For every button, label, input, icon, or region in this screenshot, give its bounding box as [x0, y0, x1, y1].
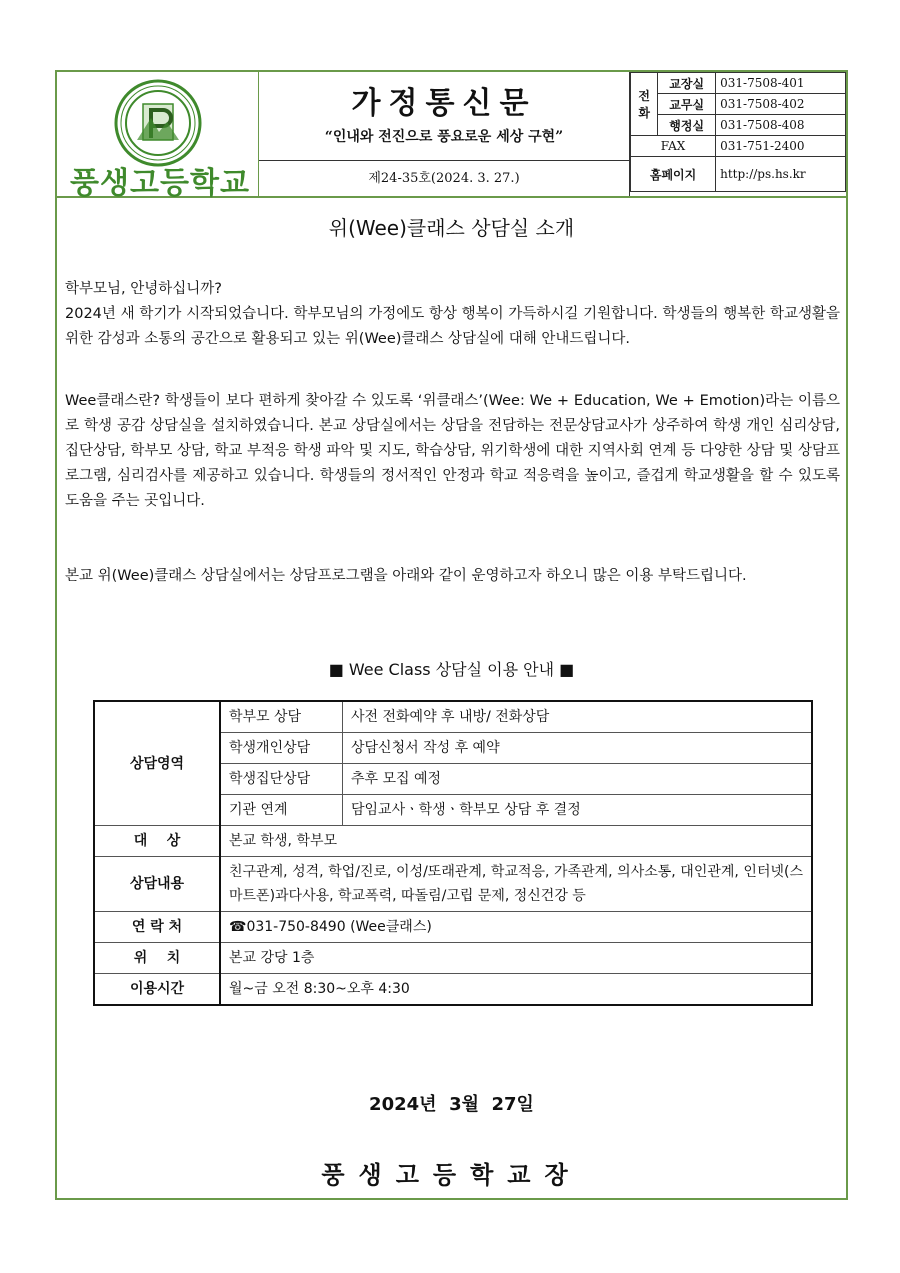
paragraph: 본교 위(Wee)클래스 상담실에서는 상담프로그램을 아래와 같이 운영하고자 하오니 많은 이용 부탁드립니다.	[65, 568, 747, 584]
issue-date: 2024년 3월 27일	[369, 1094, 534, 1115]
school-emblem-icon	[113, 78, 203, 168]
contact-label: 홈페이지	[631, 157, 716, 192]
document-title: 가정통신문	[351, 86, 537, 121]
paragraph: 2024년 새 학기가 시작되었습니다. 학부모님의 가정에도 항상 행복이 가득하시길 기원합니다. 학생들의 행복한 학교생활을 위한 감성과 소통의 공간으로 활용되고 있는 위(Wee)클래스 상담실에 대해 안내드립니다.	[65, 306, 840, 347]
info-table	[93, 700, 813, 1006]
school-name-logo: 풍생고등학교	[70, 166, 250, 201]
area-desc: 사전 전화예약 후 내방/ 전화상담	[343, 701, 813, 733]
area-name: 학생개인상담	[220, 733, 343, 764]
contact-label: 교장실	[658, 73, 716, 94]
area-desc: 상담신청서 작성 후 예약	[343, 733, 813, 764]
paragraph: Wee클래스란? 학생들이 보다 편하게 찾아갈 수 있도록 ‘위클래스’(Wee: We + Education, We + Emotion)라는 이름으로 학생 공감 상담실을 설치하였습니다. 본교 상담실에서는 상담을 전담하는 전문상담교사가 상주하여 학생 개인 심리상담, 집단상담, 학부모 상담, 학교 부적응 학생 파악 및 지도, 학습상담, 위기학생에 대한 지역사회 연계 등 다양한 상담 및 상담프로그램, 심리검사를 제공하고 있습니다. 학생들의 정서적인 안정과 학교 적응력을 높이고, 즐겁게 학교생활을 할 수 있도록 도움을 주는 곳입니다.	[65, 393, 840, 509]
area-name: 기관 연계	[220, 795, 343, 826]
row-label: 위 치	[94, 943, 220, 974]
area-desc: 추후 모집 예정	[343, 764, 813, 795]
logo-cell	[57, 72, 259, 201]
document-frame	[55, 70, 848, 1200]
contact-table	[630, 72, 846, 196]
contact-label: 행정실	[658, 115, 716, 136]
phone-label: 전화	[631, 73, 658, 136]
paragraph: 학부모님, 안녕하십니까?	[65, 281, 222, 297]
row-value: 본교 강당 1층	[220, 943, 812, 974]
contact-label: 교무실	[658, 94, 716, 115]
area-desc: 담임교사ㆍ학생ㆍ학부모 상담 후 결정	[343, 795, 813, 826]
area-name: 학부모 상담	[220, 701, 343, 733]
row-label: 상담내용	[94, 857, 220, 912]
row-label: 연 락 처	[94, 912, 220, 943]
contact-value: 031-7508-402	[716, 94, 846, 115]
homepage-link[interactable]: http://ps.hs.kr	[716, 157, 846, 192]
area-name: 학생집단상담	[220, 764, 343, 795]
title-cell	[259, 72, 630, 196]
area-label: 상담영역	[94, 701, 220, 826]
row-label: 이용시간	[94, 974, 220, 1006]
contact-value: 031-751-2400	[716, 136, 846, 157]
school-motto: “인내와 전진으로 풍요로운 세상 구현”	[324, 129, 564, 145]
row-value: 월~금 오전 8:30~오후 4:30	[220, 974, 812, 1006]
notice-heading: 위(Wee)클래스 상담실 소개	[328, 216, 575, 240]
contact-phone: ☎031-750-8490 (Wee클래스)	[220, 912, 812, 943]
issue-number: 제24-35호(2024. 3. 27.)	[259, 160, 629, 197]
row-value: 본교 학생, 학부모	[220, 826, 812, 857]
principal-signature: 풍생고등학교장	[321, 1160, 582, 1189]
letterhead	[57, 72, 846, 201]
contact-label: FAX	[631, 136, 716, 157]
row-label: 대 상	[94, 826, 220, 857]
row-value: 친구관계, 성격, 학업/진로, 이성/또래관계, 학교적응, 가족관계, 의사소통, 대인관계, 인터넷(스마트폰)과다사용, 학교폭력, 따돌림/고립 문제, 정신건강 등	[220, 857, 812, 912]
contact-value: 031-7508-408	[716, 115, 846, 136]
contact-value: 031-7508-401	[716, 73, 846, 94]
table-title: ■ Wee Class 상담실 이용 안내 ■	[328, 660, 575, 679]
